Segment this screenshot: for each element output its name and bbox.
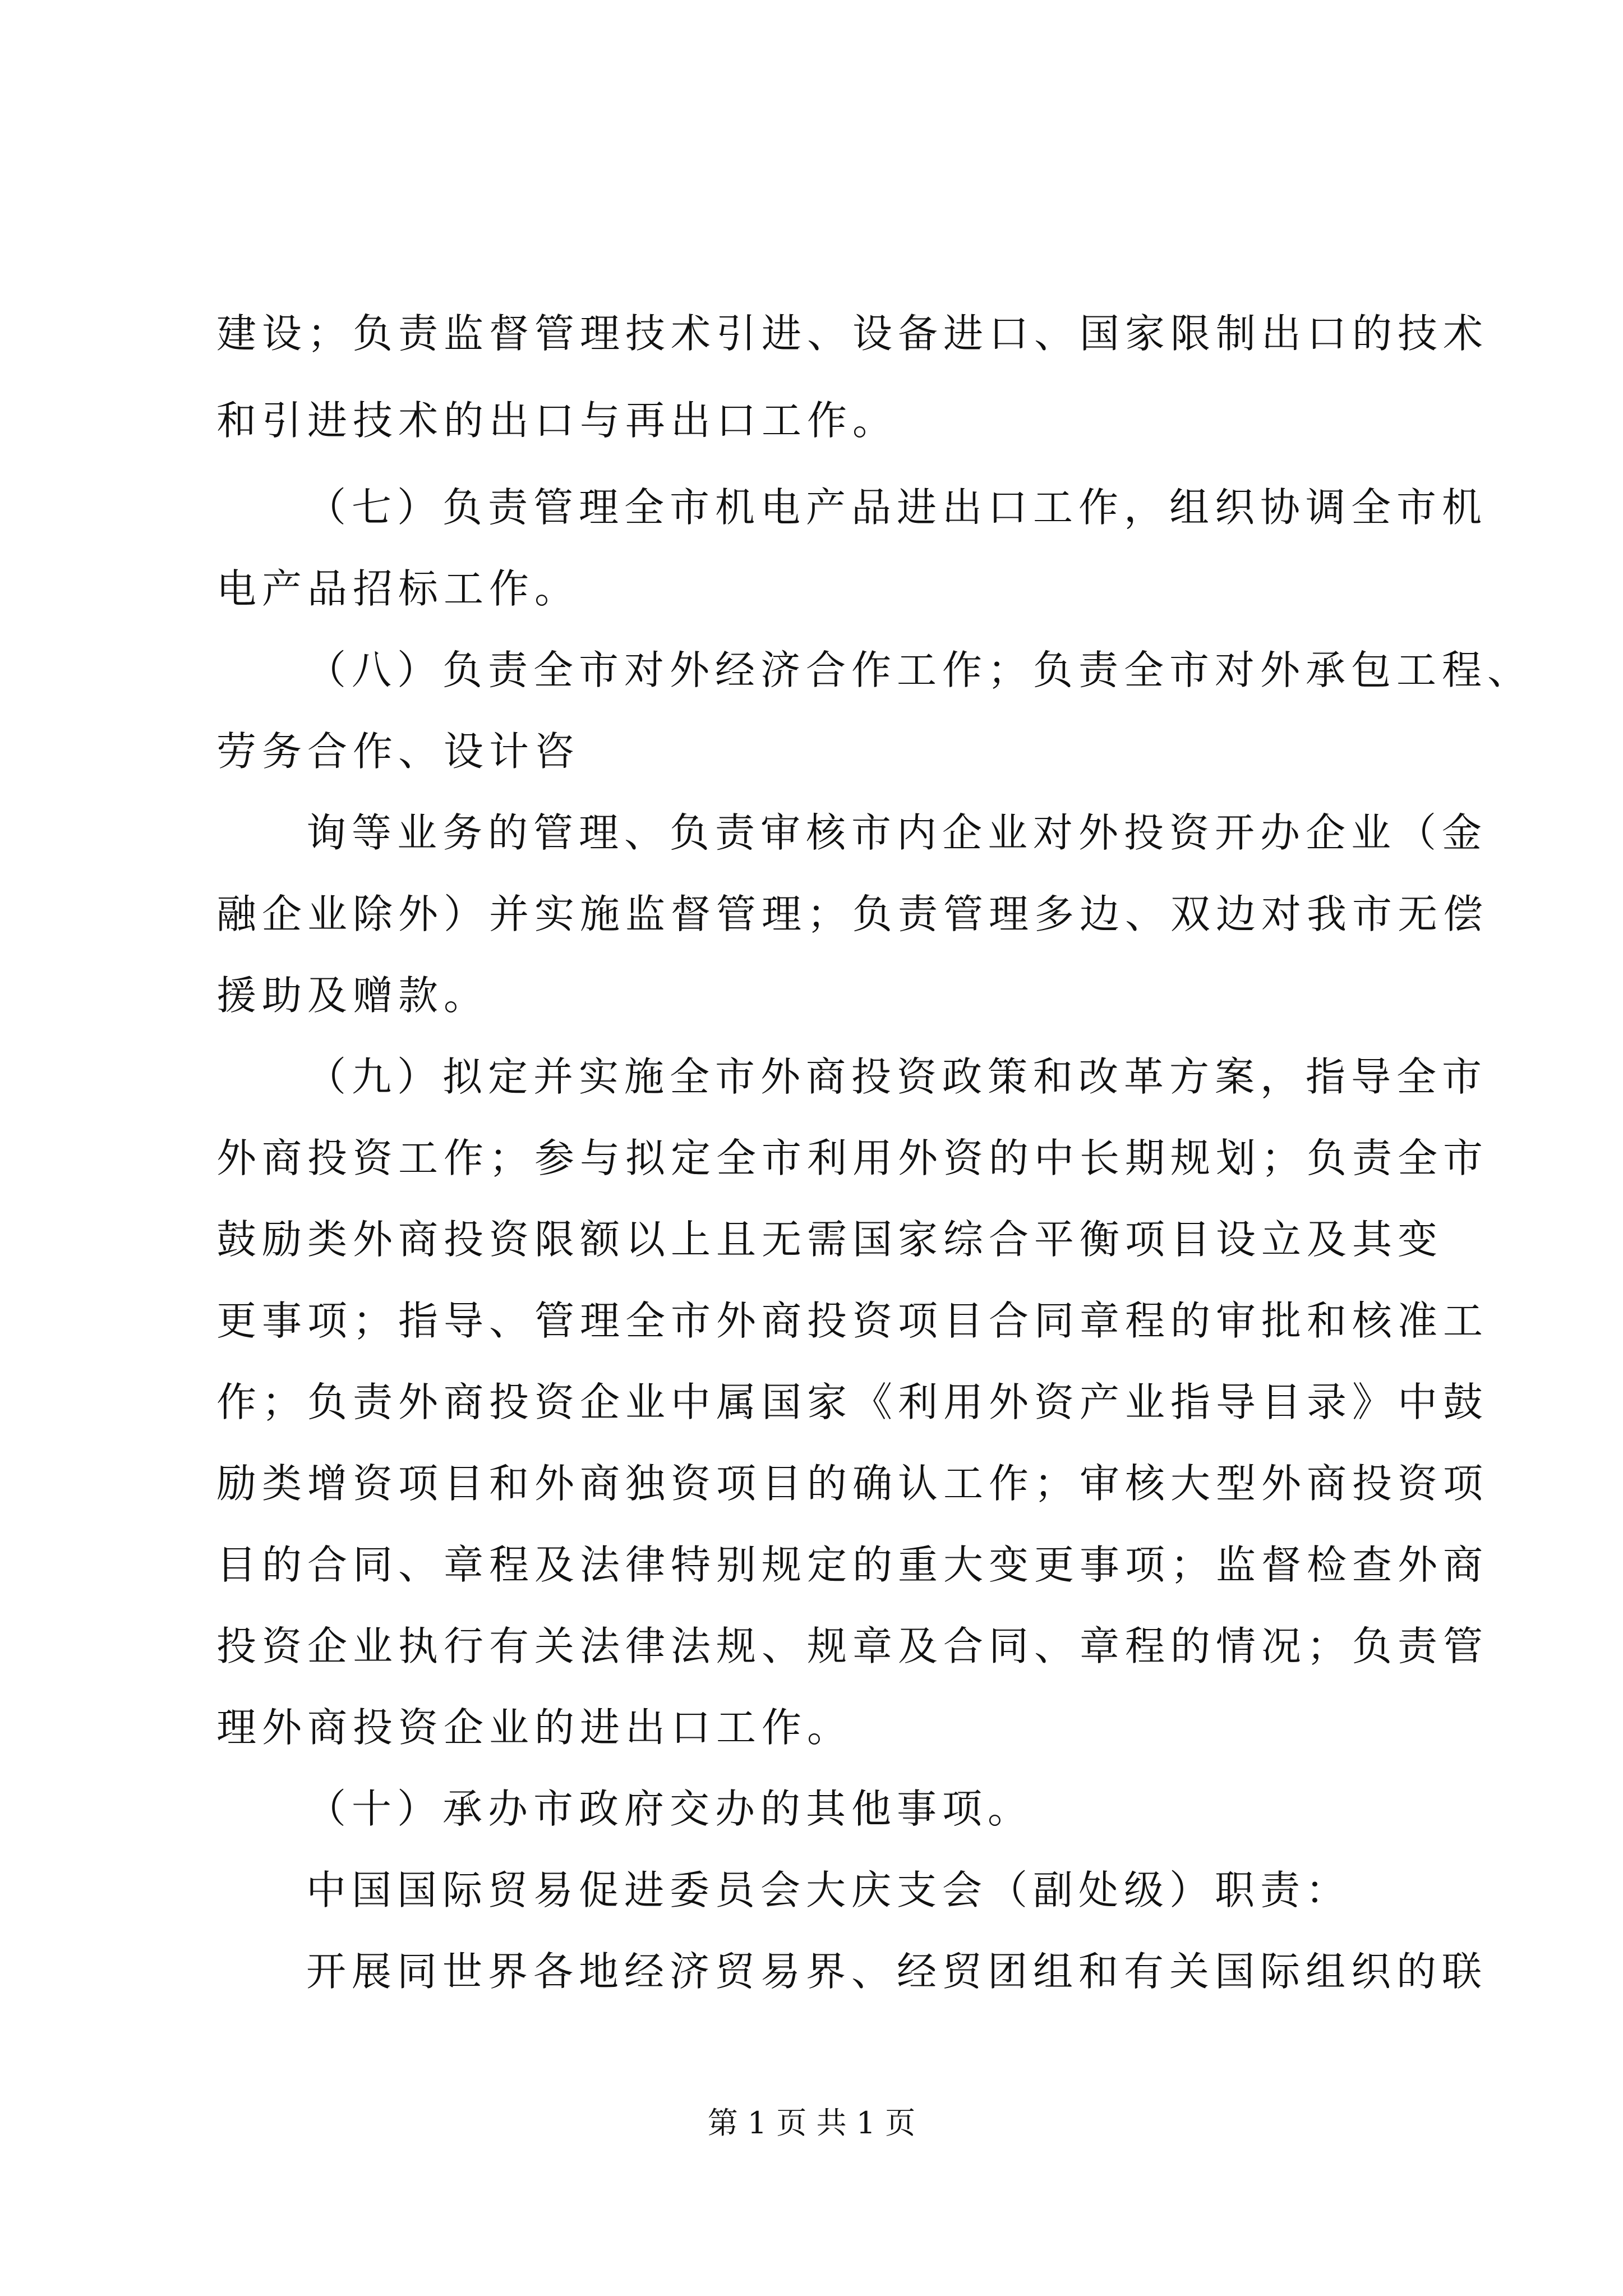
body-line: 目的合同、章程及法律特别规定的重大变更事项；监督检查外商 bbox=[216, 1542, 1489, 1588]
body-line: 融企业除外）并实施监督管理；负责管理多边、双边对我市无偿 bbox=[216, 891, 1489, 937]
body-line: 建设；负责监督管理技术引进、设备进口、国家限制出口的技术 bbox=[216, 310, 1489, 357]
paragraph-line: （十）承办市政府交办的其他事项。 bbox=[306, 1786, 1034, 1832]
section-heading: 中国国际贸易促进委员会大庆支会（副处级）职责： bbox=[306, 1867, 1352, 1913]
paragraph-line: （九）拟定并实施全市外商投资政策和改革方案，指导全市 bbox=[306, 1053, 1488, 1100]
body-line: 和引进技术的出口与再出口工作。 bbox=[216, 397, 898, 444]
body-line: 作；负责外商投资企业中属国家《利用外资产业指导目录》中鼓 bbox=[216, 1379, 1489, 1425]
paragraph-line: （八）负责全市对外经济合作工作；负责全市对外承包工程、 bbox=[306, 647, 1533, 693]
body-line: 投资企业执行有关法律法规、规章及合同、章程的情况；负责管 bbox=[216, 1623, 1489, 1669]
body-line: 电产品招标工作。 bbox=[216, 565, 580, 612]
body-line: 励类增资项目和外商独资项目的确认工作；审核大型外商投资项 bbox=[216, 1460, 1489, 1507]
body-line: 鼓励类外商投资限额以上且无需国家综合平衡项目设立及其变 bbox=[216, 1216, 1444, 1263]
paragraph-line: 开展同世界各地经济贸易界、经贸团组和有关国际组织的联 bbox=[306, 1948, 1488, 1995]
paragraph-line: 询等业务的管理、负责审核市内企业对外投资开办企业（金 bbox=[306, 809, 1488, 856]
page-footer: 第 1 页 共 1 页 bbox=[707, 2105, 916, 2141]
paragraph-line: （七）负责管理全市机电产品进出口工作，组织协调全市机 bbox=[306, 484, 1488, 531]
body-line: 外商投资工作；参与拟定全市利用外资的中长期规划；负责全市 bbox=[216, 1135, 1489, 1181]
body-line: 更事项；指导、管理全市外商投资项目合同章程的审批和核准工 bbox=[216, 1297, 1489, 1344]
body-line: 理外商投资企业的进出口工作。 bbox=[216, 1704, 853, 1751]
body-line: 援助及赠款。 bbox=[216, 972, 490, 1019]
body-line: 劳务合作、设计咨 bbox=[216, 728, 580, 775]
